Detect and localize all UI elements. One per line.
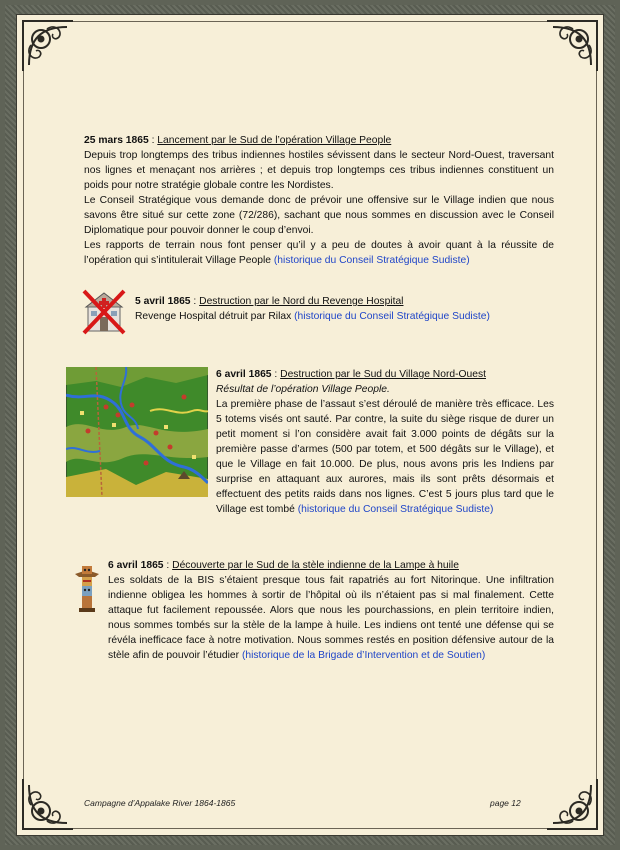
entry-paragraph: Depuis trop longtemps des tribus indiennes hostiles sévissent dans le secteur Nord-Ouest, traversant nos lignes et menaçant nos arrières ; et depuis trop longtemps ces tribus indiennes constituent un poids pour notre stratégie globale contre les Nordistes. xyxy=(84,150,554,191)
entry-date: 25 mars 1865 xyxy=(84,135,149,146)
entry-text: La première phase de l’assaut s’est déroulé de manière très efficace. Les 5 totems visés ont sauté. Par contre, la suite du siège risque de durer un petit moment si l’on considère avait fait 3.000 points de dégâts sur la première passe d’armes (500 par totem, et 500 dégâts sur le Village), et que le Village en fait 10.000. De plus, nous avons pris les Indiens par surprise en attaquant aux aurores, mais ils sont prêts désormais et effectuent des petits raids dans nos lignes. C’est 5 jours plus tard que le Village est tombé xyxy=(216,399,554,515)
entry-stele-discovery: 6 avril 1865 : Découverte par le Sud de la stèle indienne de la Lampe à huile Les soldats de la BIS s’étaient presque tous fait rapatriés au fort Nitorinque. Une infiltration indienne obligea les hommes à sortir de l’hôpital où ils n’étaient pas si mal finalement. Cette attaque fut facilement repoussée. Alors que nous les pourchassions, en plein territoire indien, nous sommes tombés sur la stèle de la lampe à huile. Les indiens ont tenté une défense qui se révéla inefficace face à notre motivation. Nous sommes restés en position défensive autour de la stèle afin de pouvoir l’étudier (historique de la Brigade d’Intervention et de Soutien) xyxy=(108,560,554,661)
entry-operation-launch: 25 mars 1865 : Lancement par le Sud de l’opération Village People Depuis trop longtemps des tribus indiennes hostiles sévissent dans le secteur Nord-Ouest, traversant nos lignes et menaçant nos arrières ; et depuis trop longtemps ces tribus indiennes constituent un poids pour notre stratégie globale contre les Nordistes. Le Conseil Stratégique vous demande donc de prévoir une offensive sur le Village indien que nous savons être situé sur cette zone (72/286), sachant que nous sommes en discussion avec le Conseil Diplomatique pour pouvoir donner le coup d’envoi. Les rapports de terrain nous font penser qu’il y a peu de doutes à avoir quant à la réussite de l’opération qui s’intitulerait Village People (historique du Conseil Stratégique Sudiste) xyxy=(84,135,554,266)
corner-ornament-icon xyxy=(543,17,601,75)
entry-date: 5 avril 1865 xyxy=(135,296,191,307)
history-link[interactable]: (historique du Conseil Stratégique Sudiste) xyxy=(297,504,494,515)
entry-hospital-destruction: 5 avril 1865 : Destruction par le Nord du Revenge Hospital Revenge Hospital détruit par Rilax (historique du Conseil Stratégique Sudiste) xyxy=(135,296,490,322)
history-link[interactable]: (historique de la Brigade d’Intervention et de Soutien) xyxy=(241,650,486,661)
history-link[interactable]: (historique du Conseil Stratégique Sudiste) xyxy=(294,311,490,322)
entry-text: Revenge Hospital détruit par Rilax xyxy=(135,311,292,322)
corner-ornament-icon xyxy=(19,17,77,75)
entry-paragraph: Le Conseil Stratégique vous demande donc de prévoir une offensive sur le Village indien que nous savons être situé sur cette zone (72/286), sachant que nous sommes en discussion avec le Conseil Diplomatique pour pouvoir donner le coup d’envoi. xyxy=(84,195,554,236)
entry-title: Lancement par le Sud de l’opération Village People xyxy=(157,135,392,146)
destroyed-hospital-icon xyxy=(80,287,128,337)
corner-ornament-icon xyxy=(543,775,601,833)
entry-paragraph: Les rapports de terrain nous font penser qu’il y a peu de doutes à avoir quant à la réussite de l’opération qui s’intitulerait Village People xyxy=(84,240,554,266)
entry-subtitle: Résultat de l’opération Village People. xyxy=(216,384,390,395)
entry-text: Les soldats de la BIS s’étaient presque tous fait rapatriés au fort Nitorinque. Une infiltration indienne obligea les hommes à sortir de l’hôpital où ils n’étaient pas si mal finalement. Cette attaque fut facilement repoussée. Alors que nous les pourchassions, en plein territoire indien, nous sommes tombés sur la stèle de la lampe à huile. Les indiens ont tenté une défense qui se révéla inefficace face à notre motivation. Nous sommes restés en position défensive autour de la stèle afin de pouvoir l’étudier xyxy=(108,575,554,661)
footer-campaign-title: Campagne d’Appalake River 1864-1865 xyxy=(84,798,236,808)
history-link[interactable]: (historique du Conseil Stratégique Sudiste) xyxy=(273,255,470,266)
footer-page-number: page 12 xyxy=(490,798,521,808)
entry-title: Destruction par le Sud du Village Nord-Ouest xyxy=(280,369,486,380)
entry-date: 6 avril 1865 xyxy=(216,369,272,380)
corner-ornament-icon xyxy=(19,775,77,833)
entry-title: Découverte par le Sud de la stèle indienne de la Lampe à huile xyxy=(172,560,459,571)
entry-village-destruction: 6 avril 1865 : Destruction par le Sud du Village Nord-Ouest Résultat de l’opération Village People. La première phase de l’assaut s’est déroulé de manière très efficace. Les 5 totems visés ont sauté. Par contre, la suite du siège risque de durer un petit moment si l’on considère avait fait 3.000 points de dégâts sur la première passe d’armes (500 par totem, et 500 dégâts sur le Village), et que le Village en fait 10.000. De plus, nous avons pris les Indiens par surprise en attaquant aux aurores, mais ils sont prêts désormais et effectuent des petits raids dans nos lignes. C’est 5 jours plus tard que le Village est tombé (historique du Conseil Stratégique Sudiste) xyxy=(216,369,554,515)
entry-date: 6 avril 1865 xyxy=(108,560,164,571)
entry-title: Destruction par le Nord du Revenge Hospital xyxy=(199,296,404,307)
